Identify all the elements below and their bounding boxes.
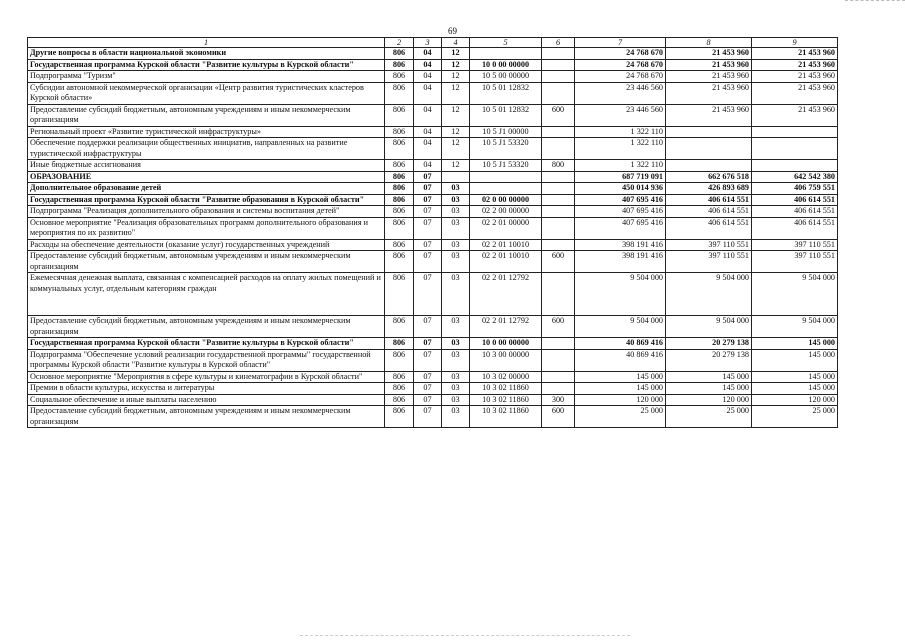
expense-type-cell: 800 [542,160,575,172]
table-row [28,59,838,71]
amount-col7-cell: 687 719 091 [575,171,666,183]
amount-col7-cell: 23 446 560 [575,104,666,126]
section-code-cell: 07 [414,406,442,428]
expense-type-cell [542,273,575,316]
row-name-cell: Ежемесячная денежная выплата, связанная с компенсацией расходов на оплату жилых помещений и коммунальных услуг, отдельным категориям граждан [28,273,385,316]
amount-col8-cell: 145 000 [666,383,752,395]
expense-type-cell [542,82,575,104]
amount-col7-cell: 23 446 560 [575,82,666,104]
expense-type-cell [542,171,575,183]
amount-col7-cell: 24 768 670 [575,48,666,60]
row-name-cell: Предоставление субсидий бюджетным, автономным учреждениям и иным некоммерческим организациям [28,316,385,338]
section-code-cell: 07 [414,194,442,206]
amount-col9-cell: 397 110 551 [752,251,838,273]
row-name-cell: Основное мероприятие "Мероприятия в сфере культуры и кинематографии в Курской области" [28,371,385,383]
column-header: 8 [666,38,752,48]
row-name-cell: Другие вопросы в области национальной экономики [28,48,385,60]
amount-col8-cell: 25 000 [666,406,752,428]
table-row [28,71,838,83]
target-article-cell: 02 2 01 00000 [470,217,542,239]
bottom-edge-artifact [300,635,630,636]
amount-col9-cell: 145 000 [752,371,838,383]
table-row [28,406,838,428]
expense-type-cell [542,71,575,83]
table-row [28,349,838,371]
section-code-cell: 07 [414,316,442,338]
expense-type-cell [542,59,575,71]
budget-table [27,37,838,428]
row-name-cell: Расходы на обеспечение деятельности (оказание услуг) государственных учреждений [28,239,385,251]
row-name-cell: Иные бюджетные ассигнования [28,160,385,172]
target-article-cell: 02 2 01 10010 [470,251,542,273]
ministry-code-cell: 806 [385,239,414,251]
ministry-code-cell: 806 [385,394,414,406]
expense-type-cell: 600 [542,406,575,428]
amount-col7-cell: 1 322 110 [575,126,666,138]
amount-col9-cell: 21 453 960 [752,71,838,83]
amount-col8-cell: 426 893 689 [666,183,752,195]
subsection-code-cell: 03 [442,194,470,206]
subsection-code-cell: 03 [442,183,470,195]
target-article-cell [470,183,542,195]
amount-col8-cell: 662 676 518 [666,171,752,183]
subsection-code-cell: 12 [442,82,470,104]
row-name-cell: Государственная программа Курской области "Развитие культуры в Курской области" [28,59,385,71]
section-code-cell: 04 [414,138,442,160]
target-article-cell [470,171,542,183]
amount-col9-cell: 120 000 [752,394,838,406]
section-code-cell: 04 [414,48,442,60]
subsection-code-cell: 03 [442,349,470,371]
amount-col8-cell: 21 453 960 [666,59,752,71]
amount-col8-cell: 9 504 000 [666,273,752,316]
subsection-code-cell: 12 [442,59,470,71]
amount-col9-cell: 21 453 960 [752,59,838,71]
row-name-cell: Субсидии автономной некоммерческой организации «Центр развития туристических кластеров Курской области» [28,82,385,104]
amount-col7-cell: 24 768 670 [575,59,666,71]
ministry-code-cell: 806 [385,183,414,195]
subsection-code-cell: 12 [442,71,470,83]
column-header: 1 [28,38,385,48]
amount-col7-cell: 25 000 [575,406,666,428]
row-name-cell: Государственная программа Курской области "Развитие образования в Курской области" [28,194,385,206]
page-number: 69 [448,26,457,36]
column-header: 5 [470,38,542,48]
subsection-code-cell: 03 [442,371,470,383]
subsection-code-cell: 12 [442,104,470,126]
amount-col7-cell: 398 191 416 [575,239,666,251]
amount-col8-cell: 20 279 138 [666,349,752,371]
ministry-code-cell: 806 [385,59,414,71]
amount-col9-cell: 21 453 960 [752,104,838,126]
amount-col8-cell: 21 453 960 [666,48,752,60]
amount-col7-cell: 9 504 000 [575,316,666,338]
section-code-cell: 04 [414,71,442,83]
ministry-code-cell: 806 [385,338,414,350]
row-name-cell: Предоставление субсидий бюджетным, автономным учреждениям и иным некоммерческим организациям [28,406,385,428]
table-row [28,160,838,172]
amount-col8-cell: 145 000 [666,371,752,383]
target-article-cell [470,48,542,60]
row-name-cell: Премии в области культуры, искусства и литературы [28,383,385,395]
amount-col7-cell: 398 191 416 [575,251,666,273]
table-row [28,183,838,195]
column-header: 7 [575,38,666,48]
subsection-code-cell: 03 [442,394,470,406]
amount-col7-cell: 407 695 416 [575,217,666,239]
target-article-cell: 02 2 01 12792 [470,273,542,316]
amount-col9-cell: 406 759 551 [752,183,838,195]
expense-type-cell [542,217,575,239]
ministry-code-cell: 806 [385,251,414,273]
ministry-code-cell: 806 [385,171,414,183]
table-row [28,48,838,60]
subsection-code-cell: 12 [442,160,470,172]
amount-col8-cell: 21 453 960 [666,82,752,104]
expense-type-cell: 600 [542,251,575,273]
row-name-cell: Социальное обеспечение и иные выплаты населению [28,394,385,406]
subsection-code-cell: 12 [442,138,470,160]
table-row [28,273,838,316]
table-row [28,217,838,239]
amount-col8-cell: 406 614 551 [666,217,752,239]
expense-type-cell [542,206,575,218]
ministry-code-cell: 806 [385,82,414,104]
amount-col9-cell: 21 453 960 [752,82,838,104]
section-code-cell: 07 [414,371,442,383]
target-article-cell: 10 5 J1 00000 [470,126,542,138]
amount-col9-cell [752,138,838,160]
table-row [28,138,838,160]
section-code-cell: 04 [414,160,442,172]
amount-col8-cell: 21 453 960 [666,104,752,126]
ministry-code-cell: 806 [385,316,414,338]
amount-col8-cell [666,126,752,138]
subsection-code-cell: 03 [442,406,470,428]
amount-col7-cell: 120 000 [575,394,666,406]
section-code-cell: 07 [414,171,442,183]
column-header: 2 [385,38,414,48]
table-row [28,126,838,138]
section-code-cell: 07 [414,349,442,371]
amount-col8-cell: 406 614 551 [666,206,752,218]
amount-col8-cell [666,138,752,160]
subsection-code-cell: 03 [442,217,470,239]
row-name-cell: Государственная программа Курской области "Развитие культуры в Курской области" [28,338,385,350]
section-code-cell: 07 [414,206,442,218]
amount-col7-cell: 1 322 110 [575,160,666,172]
amount-col9-cell: 9 504 000 [752,316,838,338]
target-article-cell: 10 5 01 12832 [470,104,542,126]
ministry-code-cell: 806 [385,71,414,83]
target-article-cell: 02 2 00 00000 [470,206,542,218]
amount-col9-cell: 25 000 [752,406,838,428]
table-row [28,194,838,206]
target-article-cell: 10 5 J1 53320 [470,138,542,160]
expense-type-cell [542,138,575,160]
section-code-cell: 07 [414,183,442,195]
ministry-code-cell: 806 [385,194,414,206]
amount-col9-cell [752,126,838,138]
ministry-code-cell: 806 [385,160,414,172]
amount-col8-cell: 397 110 551 [666,251,752,273]
table-row [28,239,838,251]
target-article-cell: 10 5 J1 53320 [470,160,542,172]
amount-col7-cell: 40 869 416 [575,338,666,350]
column-header: 4 [442,38,470,48]
subsection-code-cell: 03 [442,273,470,316]
amount-col7-cell: 40 869 416 [575,349,666,371]
table-row [28,316,838,338]
subsection-code-cell: 12 [442,126,470,138]
ministry-code-cell: 806 [385,48,414,60]
subsection-code-cell [442,171,470,183]
section-code-cell: 07 [414,239,442,251]
table-row [28,171,838,183]
section-code-cell: 04 [414,59,442,71]
expense-type-cell: 600 [542,104,575,126]
row-name-cell: ОБРАЗОВАНИЕ [28,171,385,183]
ministry-code-cell: 806 [385,126,414,138]
amount-col9-cell: 406 614 551 [752,206,838,218]
amount-col9-cell: 145 000 [752,383,838,395]
target-article-cell: 10 5 01 12832 [470,82,542,104]
ministry-code-cell: 806 [385,217,414,239]
target-article-cell: 10 0 00 00000 [470,59,542,71]
amount-col7-cell: 450 014 936 [575,183,666,195]
ministry-code-cell: 806 [385,371,414,383]
expense-type-cell [542,349,575,371]
table-row [28,338,838,350]
section-code-cell: 07 [414,251,442,273]
column-header: 6 [542,38,575,48]
row-name-cell: Подпрограмма "Реализация дополнительного образования и системы воспитания детей" [28,206,385,218]
amount-col7-cell: 1 322 110 [575,138,666,160]
column-header: 9 [752,38,838,48]
section-code-cell: 04 [414,126,442,138]
amount-col9-cell: 145 000 [752,338,838,350]
amount-col9-cell: 406 614 551 [752,194,838,206]
table-row [28,383,838,395]
target-article-cell: 02 2 01 10010 [470,239,542,251]
amount-col8-cell [666,160,752,172]
amount-col8-cell: 9 504 000 [666,316,752,338]
expense-type-cell [542,126,575,138]
amount-col8-cell: 21 453 960 [666,71,752,83]
ministry-code-cell: 806 [385,383,414,395]
ministry-code-cell: 806 [385,406,414,428]
section-code-cell: 07 [414,383,442,395]
amount-col9-cell: 145 000 [752,349,838,371]
expense-type-cell [542,183,575,195]
expense-type-cell [542,383,575,395]
expense-type-cell [542,239,575,251]
table-row [28,371,838,383]
amount-col9-cell: 9 504 000 [752,273,838,316]
amount-col9-cell: 21 453 960 [752,48,838,60]
row-name-cell: Дополнительное образование детей [28,183,385,195]
subsection-code-cell: 03 [442,206,470,218]
row-name-cell: Региональный проект «Развитие туристической инфраструктуры» [28,126,385,138]
amount-col7-cell: 407 695 416 [575,206,666,218]
ministry-code-cell: 806 [385,138,414,160]
amount-col7-cell: 407 695 416 [575,194,666,206]
amount-col8-cell: 397 110 551 [666,239,752,251]
subsection-code-cell: 03 [442,251,470,273]
section-code-cell: 07 [414,273,442,316]
target-article-cell: 10 3 02 11860 [470,383,542,395]
section-code-cell: 07 [414,217,442,239]
expense-type-cell [542,194,575,206]
target-article-cell: 10 3 02 11860 [470,394,542,406]
column-header: 3 [414,38,442,48]
target-article-cell: 02 2 01 12792 [470,316,542,338]
target-article-cell: 02 0 00 00000 [470,194,542,206]
amount-col8-cell: 120 000 [666,394,752,406]
subsection-code-cell: 03 [442,383,470,395]
ministry-code-cell: 806 [385,349,414,371]
row-name-cell: Основное мероприятие "Реализация образовательных программ дополнительного образования и мероприятия по их развитию" [28,217,385,239]
target-article-cell: 10 3 02 11860 [470,406,542,428]
amount-col9-cell: 642 542 380 [752,171,838,183]
section-code-cell: 04 [414,104,442,126]
ministry-code-cell: 806 [385,206,414,218]
section-code-cell: 04 [414,82,442,104]
amount-col7-cell: 24 768 670 [575,71,666,83]
amount-col7-cell: 145 000 [575,383,666,395]
target-article-cell: 10 3 00 00000 [470,349,542,371]
ministry-code-cell: 806 [385,273,414,316]
amount-col7-cell: 9 504 000 [575,273,666,316]
target-article-cell: 10 3 02 00000 [470,371,542,383]
section-code-cell: 07 [414,394,442,406]
amount-col8-cell: 406 614 551 [666,194,752,206]
amount-col9-cell: 406 614 551 [752,217,838,239]
section-code-cell: 07 [414,338,442,350]
expense-type-cell: 600 [542,316,575,338]
table-row [28,394,838,406]
amount-col9-cell [752,160,838,172]
expense-type-cell [542,48,575,60]
table-row [28,206,838,218]
table-row [28,251,838,273]
row-name-cell: Подпрограмма "Обеспечение условий реализации государственной программы" государственной программы Курской области "Развитие культуры в Курской области" [28,349,385,371]
amount-col9-cell: 397 110 551 [752,239,838,251]
subsection-code-cell: 03 [442,316,470,338]
subsection-code-cell: 03 [442,239,470,251]
row-name-cell: Предоставление субсидий бюджетным, автономным учреждениям и иным некоммерческим организациям [28,251,385,273]
amount-col8-cell: 20 279 138 [666,338,752,350]
target-article-cell: 10 5 00 00000 [470,71,542,83]
expense-type-cell: 300 [542,394,575,406]
row-name-cell: Подпрограмма "Туризм" [28,71,385,83]
expense-type-cell [542,338,575,350]
target-article-cell: 10 0 00 00000 [470,338,542,350]
subsection-code-cell: 12 [442,48,470,60]
subsection-code-cell: 03 [442,338,470,350]
row-name-cell: Обеспечение поддержки реализации общественных инициатив, направленных на развитие туристической инфраструктуры [28,138,385,160]
table-row [28,104,838,126]
row-name-cell: Предоставление субсидий бюджетным, автономным учреждениям и иным некоммерческим организациям [28,104,385,126]
expense-type-cell [542,371,575,383]
top-edge-artifact [845,0,905,1]
table-row [28,82,838,104]
ministry-code-cell: 806 [385,104,414,126]
amount-col7-cell: 145 000 [575,371,666,383]
column-header-row [28,38,838,48]
